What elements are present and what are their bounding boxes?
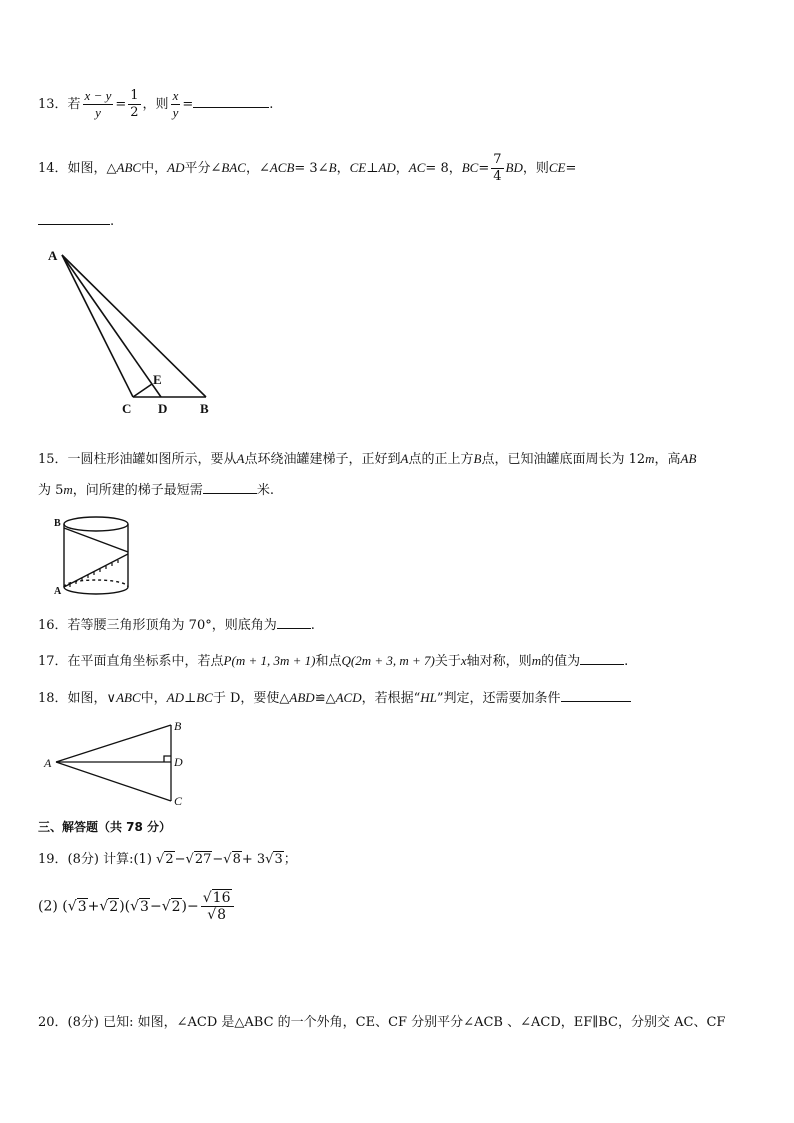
- label-C: C: [122, 401, 132, 416]
- label-D: D: [174, 755, 183, 769]
- answer-blank[interactable]: [561, 689, 631, 702]
- answer-blank[interactable]: [277, 616, 311, 629]
- label-B: B: [174, 719, 182, 733]
- question-18: 18．如图，∨ABC中，AD⊥BC于 D，要使△ABD≌△ACD，若根据“HL”判定，还需要加条件: [38, 687, 631, 706]
- answer-blank[interactable]: [203, 481, 257, 494]
- fraction-7-4: $\frac{7}{4}$: [493, 152, 502, 184]
- label-A: A: [54, 586, 62, 597]
- question-20: 20．(8分) 已知: 如图，∠ACD 是△ABC 的一个外角，CE、CF 分别平分∠ACB 、∠ACD，EF∥BC，分别交 AC、CF: [38, 1015, 726, 1030]
- question-16: 16．若等腰三角形顶角为 70°，则底角为 .: [38, 618, 315, 633]
- question-14: 14．如图，△ABC中，AD平分∠BAC，∠ACB= 3∠B，CE⊥AD，AC= 8，BC= $\frac{7}{4}$ BD，则CE=: [38, 152, 577, 184]
- label-A: A: [44, 756, 52, 770]
- section-heading: 三、解答题（共 78 分）: [38, 820, 172, 834]
- question-19-part1: 19．(8分) 计算:(1) √2−√27−√8+ 3√3；: [38, 852, 297, 867]
- figure-14: [40, 243, 220, 418]
- label-D: D: [158, 401, 168, 416]
- label-B: B: [200, 401, 209, 416]
- figure-15: [50, 514, 140, 599]
- question-17: 17．在平面直角坐标系中，若点P(m + 1, 3m + 1)和点Q(2m + 3, m + 7)关于x轴对称，则m的值为 .: [38, 653, 629, 669]
- fraction-sqrt16-sqrt8: $\frac{√16}{√8}$: [201, 890, 234, 923]
- label-B: B: [54, 518, 61, 529]
- answer-blank[interactable]: [38, 212, 110, 225]
- question-14-answer: .: [38, 212, 114, 229]
- label-C: C: [174, 794, 183, 808]
- question-15-line2: 为 5m，问所建的梯子最短需 米.: [38, 482, 274, 498]
- question-15-line1: 15．一圆柱形油罐如图所示，要从A点环绕油罐建梯子，正好到A点的正上方B点，已知油罐底面周长为 12m，高AB: [38, 451, 697, 467]
- question-13: 13．若 $\frac{x - y}{y}$ = $\frac{1}{2}$ ，则 $\frac{x}{y}$ = .: [38, 88, 274, 120]
- label-E: E: [153, 372, 162, 387]
- answer-blank[interactable]: [193, 95, 269, 108]
- question-19-part2: (2) (√3+√2)(√3−√2)− $\frac{√16}{√8}$: [38, 890, 236, 923]
- fraction-rhs: $\frac{1}{2}$: [130, 88, 139, 120]
- fraction-lhs: $\frac{x - y}{y}$: [84, 88, 112, 120]
- fraction-xy: $\frac{x}{y}$: [172, 88, 179, 120]
- label-A: A: [48, 248, 58, 263]
- figure-18: [40, 717, 200, 812]
- answer-blank[interactable]: [580, 652, 624, 665]
